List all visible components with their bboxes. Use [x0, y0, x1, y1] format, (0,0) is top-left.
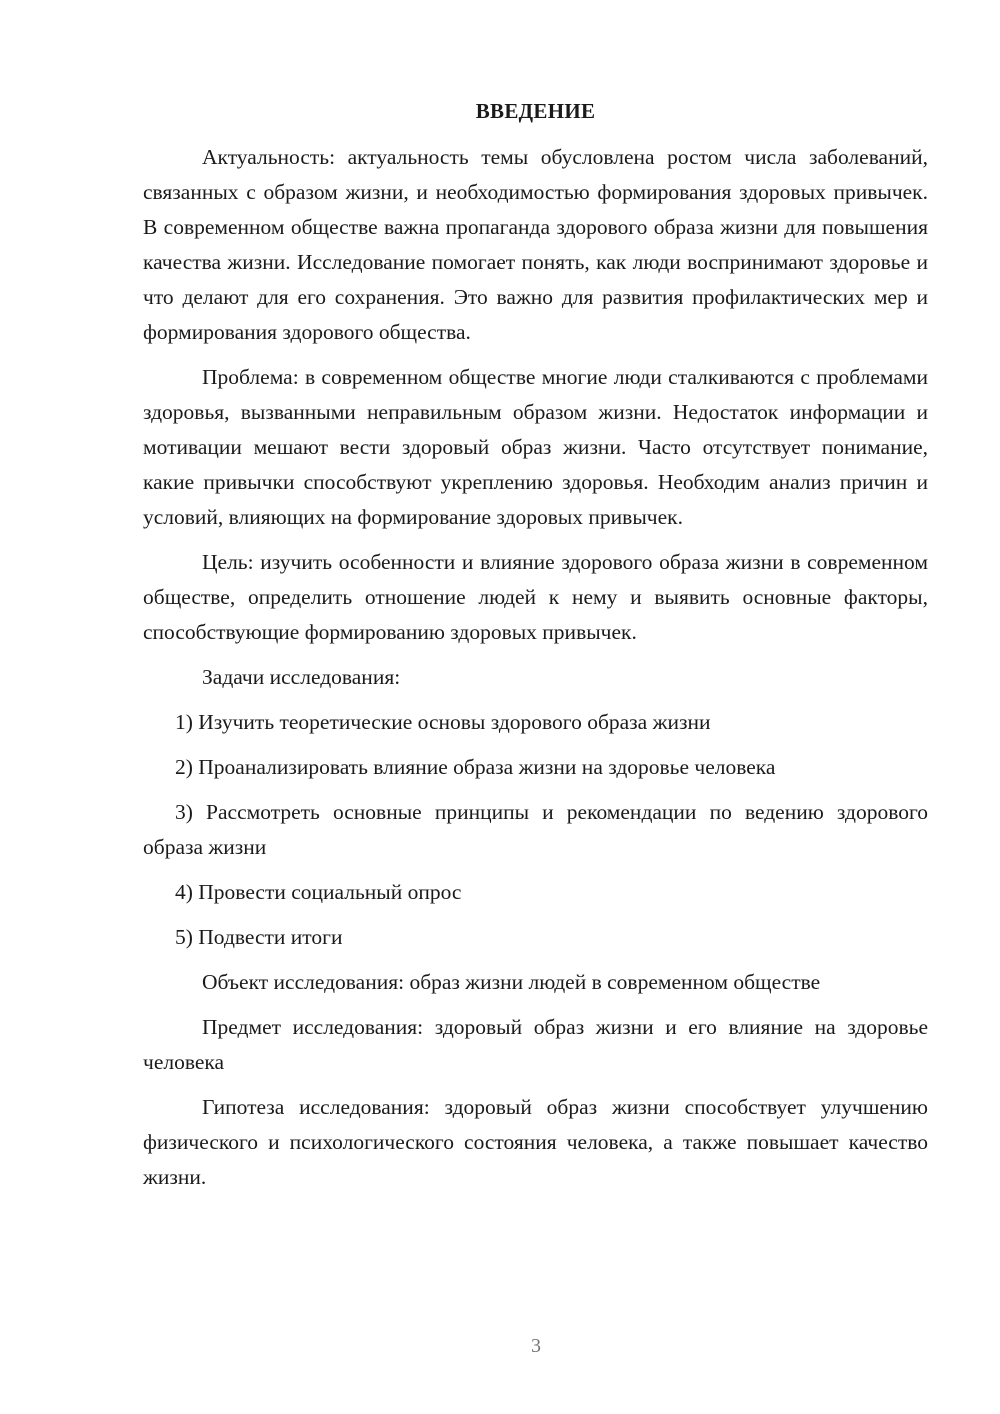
list-item: 5) Подвести итоги	[175, 925, 343, 949]
tasks-heading: Задачи исследования:	[202, 665, 401, 689]
list-item: 2) Проанализировать влияние образа жизни на здоровье человека	[175, 755, 776, 779]
paragraph-problem: Проблема: в современном обществе многие люди сталкиваются с проблемами здоровья, вызванными неправильным образом жизни. Недостаток информации и мотивации мешают вести здоровый образ жизни. Часто отсутствует понимание, какие привычки способствуют укреплению здоровья. Необходим анализ причин и условий, влияющих на формирование здоровых привычек.	[143, 365, 928, 529]
paragraph-subject: Предмет исследования: здоровый образ жизни и его влияние на здоровье человека	[143, 1015, 928, 1074]
paragraph-object: Объект исследования: образ жизни людей в современном обществе	[202, 970, 821, 994]
list-item: 4) Провести социальный опрос	[175, 880, 462, 904]
page-number: 3	[531, 1335, 541, 1357]
document-page	[143, 96, 928, 1195]
list-item: 3) Рассмотреть основные принципы и рекомендации по ведению здорового образа жизни	[143, 800, 928, 859]
paragraph-hypothesis: Гипотеза исследования: здоровый образ жизни способствует улучшению физического и психологического состояния человека, а также повышает качество жизни.	[143, 1095, 928, 1189]
paragraph-relevance: Актуальность: актуальность темы обусловлена ростом числа заболеваний, связанных с образом жизни, и необходимостью формирования здоровых привычек. В современном обществе важна пропаганда здорового образа жизни для повышения качества жизни. Исследование помогает понять, как люди воспринимают здоровье и что делают для его сохранения. Это важно для развития профилактических мер и формирования здорового общества.	[143, 145, 928, 344]
paragraph-goal: Цель: изучить особенности и влияние здорового образа жизни в современном обществе, определить отношение людей к нему и выявить основные факторы, способствующие формированию здоровых привычек.	[143, 550, 928, 644]
tasks-list	[143, 705, 928, 955]
list-item: 1) Изучить теоретические основы здорового образа жизни	[175, 710, 711, 734]
page-title: ВВЕДЕНИЕ	[475, 99, 596, 123]
